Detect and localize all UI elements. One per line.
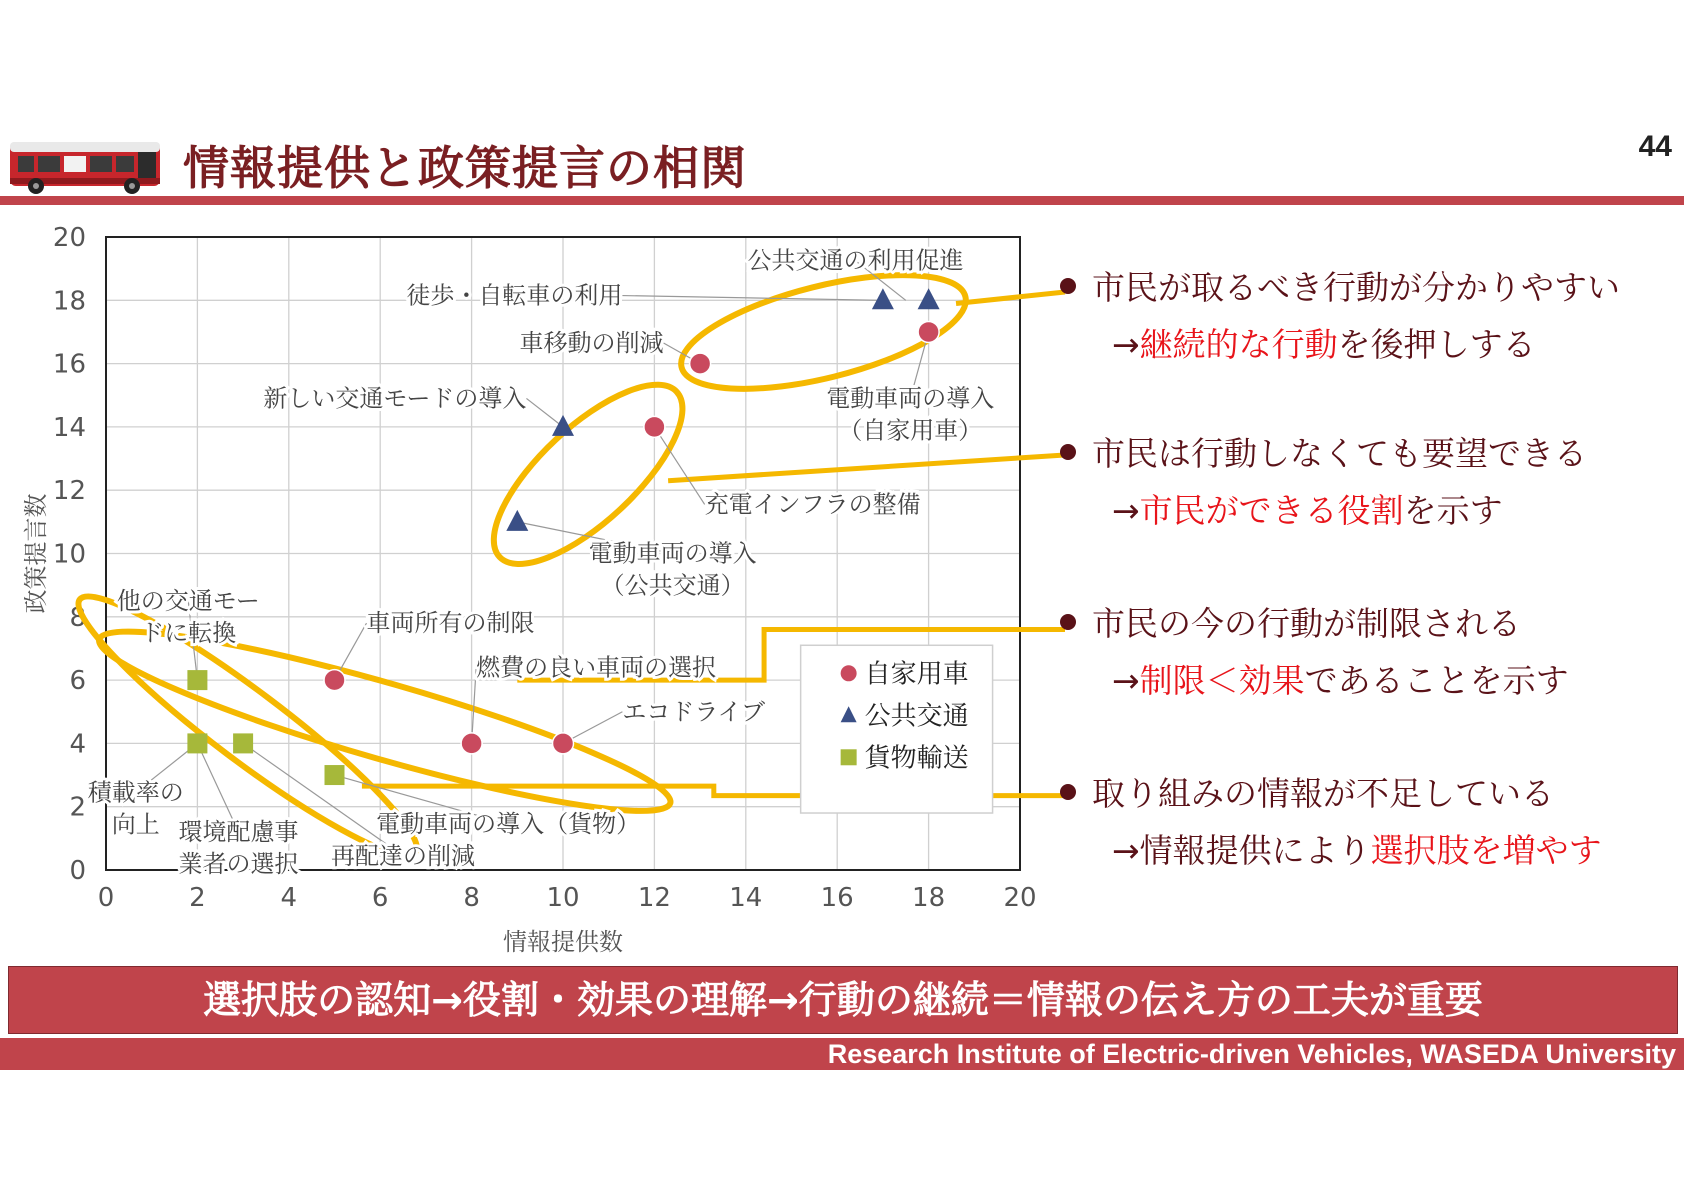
finding-prefix: → [1112, 661, 1140, 700]
data-point-square [233, 733, 253, 753]
data-point-circle [553, 733, 574, 754]
data-point-square [187, 670, 207, 690]
page-number: 44 [1638, 130, 1672, 163]
data-point-square [325, 765, 345, 785]
point-annotation: 業者の選択 [178, 850, 299, 879]
header-divider [0, 196, 1684, 205]
finding-text: 取り組みの情報が不足している [1092, 774, 1554, 813]
conclusion-banner [8, 966, 1678, 1034]
finding-2 [1060, 428, 1680, 532]
leader-line [622, 296, 882, 301]
point-annotation: 環境配慮事 [178, 818, 299, 847]
connector-line [668, 455, 1065, 481]
data-point-triangle [872, 288, 894, 309]
finding-rest: を後押しする [1337, 325, 1536, 364]
point-annotation: ドに転換 [140, 618, 237, 647]
point-annotation: エコドライブ [622, 697, 765, 726]
legend-label: 貨物輸送 [864, 743, 969, 774]
bullet-icon [1060, 444, 1076, 460]
finding-text: 市民は行動しなくても要望できる [1092, 434, 1587, 473]
point-annotation: 電動車両の導入（貨物） [376, 810, 641, 839]
data-point-circle [690, 353, 711, 374]
finding-text: 市民の今の行動が制限される [1092, 604, 1521, 643]
y-tick-label: 8 [69, 602, 86, 633]
finding-prefix: → [1112, 325, 1140, 364]
bullet-icon [1060, 278, 1076, 294]
x-tick-label: 20 [1003, 883, 1037, 913]
x-tick-label: 14 [729, 883, 763, 913]
finding-emphasis: 継続的な行動 [1139, 325, 1338, 364]
x-tick-label: 16 [820, 883, 854, 913]
finding-1 [1060, 262, 1680, 366]
leader-line [526, 398, 563, 426]
x-tick-label: 8 [463, 883, 480, 913]
finding-emphasis: 選択肢を増やす [1370, 831, 1602, 870]
point-annotation: 燃費の良い車両の選択 [476, 653, 717, 682]
point-annotation: 電動車両の導入 [588, 539, 757, 568]
x-axis-label: 情報提供数 [503, 928, 623, 956]
legend-marker [841, 665, 857, 681]
y-tick-label: 18 [52, 286, 86, 317]
y-axis-label: 政策提言数 [22, 493, 50, 614]
legend-label: 公共交通 [864, 701, 969, 732]
legend-layer [801, 645, 993, 813]
footer-bar [0, 1038, 1684, 1070]
point-annotation: 向上 [111, 810, 160, 839]
footer-text: Research Institute of Electric-driven Vehicles, WASEDA University [827, 1039, 1676, 1069]
y-tick-label: 4 [69, 729, 86, 760]
finding-rest: であることを示す [1304, 661, 1569, 700]
point-annotation: 積載率の [87, 778, 184, 807]
data-point-circle [461, 733, 482, 754]
point-annotation: 公共交通の利用促進 [747, 246, 964, 275]
bullet-icon [1060, 784, 1076, 800]
data-point-square [187, 733, 207, 753]
point-annotation: 電動車両の導入 [826, 384, 995, 413]
x-tick-label: 10 [546, 883, 580, 913]
y-tick-label: 12 [52, 476, 86, 507]
y-tick-label: 20 [52, 223, 86, 253]
finding-4 [1060, 768, 1680, 872]
connector-line [956, 292, 1065, 303]
y-tick-label: 6 [69, 666, 86, 697]
data-point-circle [644, 416, 665, 437]
slide-title: 情報提供と政策提言の相関 [183, 141, 747, 195]
point-annotation: （公共交通） [600, 571, 745, 600]
point-annotation: 車移動の削減 [519, 329, 664, 358]
data-point-circle [918, 321, 939, 342]
y-tick-label: 16 [52, 349, 86, 380]
finding-emphasis: 制限＜効果 [1139, 661, 1305, 700]
finding-3 [1060, 598, 1680, 702]
finding-text: 市民が取るべき行動が分かりやすい [1092, 268, 1620, 307]
conclusion-text: 選択肢の認知→役割・効果の理解→行動の継続＝情報の伝え方の工夫が重要 [203, 978, 1483, 1022]
finding-rest: を示す [1403, 491, 1503, 530]
data-point-circle [324, 670, 345, 691]
finding-emphasis: 市民ができる役割 [1139, 491, 1404, 530]
finding-prefix: →情報提供により [1112, 831, 1371, 870]
point-annotation: 車両所有の制限 [366, 609, 535, 638]
x-tick-label: 2 [189, 883, 206, 913]
x-tick-label: 4 [280, 883, 298, 913]
x-tick-label: 12 [637, 883, 671, 913]
point-annotation: 徒歩・自転車の利用 [406, 281, 623, 310]
y-tick-label: 2 [69, 792, 86, 823]
point-annotation: 再配達の削減 [331, 841, 476, 870]
point-annotation: 他の交通モー [116, 586, 260, 615]
point-annotation: 新しい交通モードの導入 [263, 384, 527, 413]
legend-marker [841, 749, 857, 765]
x-tick-label: 6 [371, 883, 389, 913]
y-tick-label: 0 [69, 856, 86, 886]
finding-prefix: → [1112, 491, 1140, 530]
y-tick-label: 10 [52, 539, 86, 570]
bullet-icon [1060, 614, 1076, 630]
point-annotation: 充電インフラの整備 [704, 490, 921, 519]
x-tick-label: 0 [97, 883, 115, 913]
point-annotation: （自家用車） [838, 416, 983, 445]
bus-icon [8, 134, 166, 196]
y-tick-label: 14 [52, 412, 86, 443]
x-tick-label: 18 [912, 883, 946, 913]
legend-label: 自家用車 [864, 659, 969, 690]
data-point-triangle [918, 288, 940, 309]
data-point-triangle [506, 510, 528, 531]
